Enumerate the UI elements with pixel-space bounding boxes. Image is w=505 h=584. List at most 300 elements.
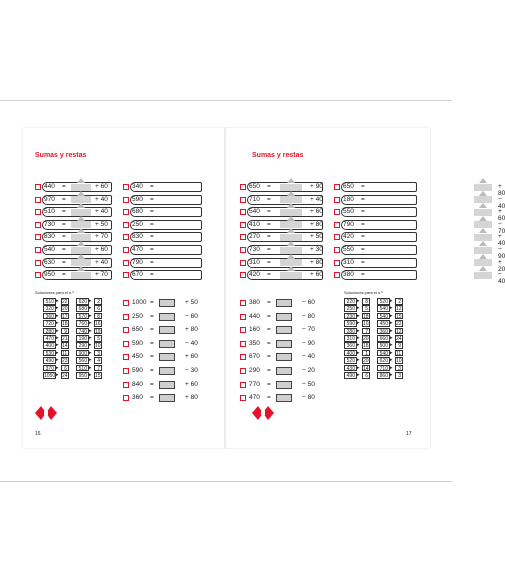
answer-blank[interactable] [474,247,492,254]
answer-box[interactable] [276,381,292,389]
answer-box[interactable] [276,394,292,402]
arrow-icon: ▸ [357,342,360,349]
solution-row [377,372,405,379]
arrow-icon: ▸ [89,357,92,364]
solution-value: 560 [76,357,89,364]
solution-row [377,305,405,312]
arrow-icon: ▸ [357,372,360,378]
operation: + 40 [95,258,108,266]
answer-blank[interactable] [474,221,492,228]
operand: 1000 [132,299,147,306]
equals-sign: = [150,353,154,361]
solution-row [76,313,104,320]
checkbox-icon[interactable] [123,247,129,253]
arrow-icon: ▸ [357,349,360,356]
arrow-icon: ▸ [56,357,59,364]
exercise-number: 19 [95,328,101,335]
checkbox-icon[interactable] [240,354,246,360]
equals-sign: = [62,246,66,253]
answer-box[interactable] [276,353,292,361]
operand: 730 [249,246,260,253]
checkbox-icon[interactable] [334,234,340,240]
exercise-row [240,393,324,403]
exercise-number: 18 [62,321,68,328]
operand: 440 [249,312,260,320]
answer-box[interactable] [159,394,175,402]
solution-value: 470 [43,335,56,342]
answer-blank[interactable] [280,234,302,241]
operation: + 70 [95,233,108,241]
operation: − 50 [302,380,315,388]
exercise-row [123,298,207,308]
blank-peak [287,266,295,271]
blank-peak [77,266,85,271]
exercise-row [240,245,326,255]
solution-value: 540 [377,305,390,312]
exercise-number: 4 [94,357,102,364]
operation: + 40 [310,195,323,203]
exercise-row [35,258,115,268]
solution-value: 280 [43,328,56,335]
answer-blank[interactable] [474,234,492,241]
checkbox-icon[interactable] [240,247,246,253]
solution-value: 510 [43,298,56,305]
right-page [226,128,505,448]
checkbox-icon[interactable] [35,197,41,203]
exercise-row [123,312,207,322]
solution-row [344,357,372,364]
solution-row [344,305,372,312]
operand: 710 [249,195,260,203]
checkbox-icon[interactable] [123,197,129,203]
checkbox-icon[interactable] [123,341,129,347]
exercise-number: 15 [396,313,402,320]
equals-sign: = [361,220,365,228]
arrow-icon: ▸ [390,327,393,334]
checkbox-icon[interactable] [35,272,41,278]
equals-sign: = [62,208,66,216]
operand: 440 [44,183,55,190]
checkbox-icon[interactable] [35,260,41,266]
blank-peak [77,178,85,183]
exercise-row [240,325,324,335]
checkbox-icon[interactable] [334,247,340,253]
solution-value: 220 [344,298,357,305]
operand: 470 [249,394,260,402]
checkbox-icon[interactable] [334,272,340,278]
operand: 790 [132,258,143,266]
operand: 340 [132,183,143,190]
blank-peak [77,216,85,221]
exercise-row [240,195,326,205]
solution-row [76,372,104,379]
solution-row [43,342,71,349]
checkbox-icon[interactable] [334,184,340,190]
operand: 590 [132,195,143,203]
exercise-row [240,380,324,390]
exercise-number: 15 [95,373,101,379]
exercise-row [240,312,324,322]
solution-value: 1050 [44,373,56,379]
answer-blank[interactable] [71,247,91,254]
answer-box[interactable] [159,367,175,375]
checkbox-icon[interactable] [35,222,41,228]
answer-box[interactable] [159,313,175,321]
arrow-icon: ▸ [56,372,59,378]
arrow-icon: ▸ [89,298,92,304]
operand: 420 [249,271,260,279]
exercise-number: 7 [94,365,102,372]
checkbox-icon[interactable] [240,395,246,401]
equals-sign: = [62,233,66,241]
checkbox-icon[interactable] [123,368,129,374]
answer-blank[interactable] [71,184,91,191]
operation: − 40 [498,271,505,286]
solution-row [377,342,405,349]
equals-sign: = [361,246,365,253]
solution-row [76,365,104,372]
checkbox-icon[interactable] [123,354,129,360]
exercise-row [123,380,207,390]
arrow-icon: ▸ [89,342,92,349]
checkbox-icon[interactable] [334,197,340,203]
checkbox-icon[interactable] [240,341,246,347]
operand: 270 [249,233,260,241]
solutions-label: Soluciones para el n.º [344,290,383,295]
operand: 350 [249,339,260,347]
operation: − 40 [302,353,315,361]
exercise-number: 16 [95,321,101,328]
checkbox-icon[interactable] [240,300,246,306]
equals-sign: = [150,233,154,241]
solution-value: 360 [344,342,357,349]
solution-row [377,320,405,327]
solution-row [344,342,372,349]
blank-peak [77,241,85,246]
arrow-icon: ▸ [390,372,393,378]
exercise-row [35,195,115,205]
exercise-row [240,298,324,308]
solution-row [43,320,71,327]
answer-blank[interactable] [280,259,302,266]
checkbox-icon[interactable] [240,222,246,228]
solution-value: 400 [344,350,357,357]
arrow-icon: ▸ [390,357,393,364]
equals-sign: = [267,271,271,279]
checkbox-icon[interactable] [123,382,129,388]
checkbox-icon[interactable] [240,314,246,320]
exercise-number: 22 [396,321,402,328]
checkbox-icon[interactable] [334,222,340,228]
exercise-row [240,352,324,362]
checkbox-icon[interactable] [334,260,340,266]
exercise-row [240,258,326,268]
checkbox-icon[interactable] [240,272,246,278]
answer-blank[interactable] [71,196,91,203]
equals-sign: = [361,195,365,203]
checkbox-icon[interactable] [123,260,129,266]
exercise-row [123,245,205,255]
equals-sign: = [150,271,154,279]
equals-sign: = [150,220,154,228]
solution-row [76,298,104,305]
equals-sign: = [361,233,365,241]
answer-blank[interactable] [474,259,492,266]
operand: 380 [249,299,260,306]
checkbox-icon[interactable] [123,184,129,190]
equals-sign: = [361,183,365,190]
equals-sign: = [150,208,154,216]
exercise-row [334,270,505,286]
checkbox-icon[interactable] [123,222,129,228]
operation: + 20 [498,258,505,273]
exercise-number: 18 [363,313,369,320]
exercise-row [240,182,326,192]
solution-row [377,335,405,342]
answer-blank[interactable] [71,259,91,266]
exercise-number: 2 [395,298,403,305]
arrow-icon: ▸ [390,320,393,327]
exercise-row [123,207,205,217]
solution-value: 510 [76,365,89,372]
operation: + 40 [498,233,505,248]
exercise-number: 10 [396,358,402,365]
exercise-number: 23 [62,358,68,365]
exercise-row [123,339,207,349]
solution-value: 500 [377,342,390,349]
exercise-row [240,366,324,376]
checkbox-icon[interactable] [240,382,246,388]
answer-box[interactable] [276,326,292,334]
answer-blank[interactable] [71,234,91,241]
blank-peak [287,254,295,259]
checkbox-icon[interactable] [240,184,246,190]
answer-box[interactable] [159,299,175,307]
solution-row [43,350,71,357]
solution-value: 620 [76,298,89,305]
solution-row [344,350,372,357]
operand: 250 [132,220,143,228]
solution-value: 250 [344,305,357,312]
equals-sign: = [62,195,66,203]
solution-row [377,350,405,357]
page-number: 17 [406,431,412,437]
operand: 540 [44,246,55,253]
exercise-number: 14 [363,365,369,372]
red-double-diamond-logo [252,404,274,422]
checkbox-icon[interactable] [35,247,41,253]
checkbox-icon[interactable] [123,327,129,333]
operation: − 80 [302,394,315,402]
operand: 180 [343,195,354,203]
solution-value: 430 [344,365,357,372]
blank-peak [479,203,487,208]
answer-blank[interactable] [280,247,302,254]
solution-row [76,305,104,312]
equals-sign: = [267,353,271,361]
operand: 380 [343,271,354,279]
checkbox-icon[interactable] [123,314,129,320]
answer-blank[interactable] [280,209,302,216]
page-number: 16 [35,431,41,437]
solution-value: 370 [43,365,56,372]
exercise-number: 6 [362,372,370,379]
checkbox-icon[interactable] [240,368,246,374]
answer-box[interactable] [276,340,292,348]
solution-row [43,357,71,364]
checkbox-icon[interactable] [35,184,41,190]
equals-sign: = [361,271,365,279]
exercise-row [240,232,326,242]
blank-peak [479,216,487,221]
checkbox-icon[interactable] [123,272,129,278]
solution-value: 760 [76,320,89,327]
arrow-icon: ▸ [56,298,59,304]
solution-row [344,372,372,379]
exercise-number: 6 [94,305,102,312]
solution-value: 520 [344,357,357,364]
arrow-icon: ▸ [357,298,360,304]
exercise-number: 8 [94,313,102,320]
checkbox-icon[interactable] [123,300,129,306]
answer-blank[interactable] [474,209,492,216]
operand: 470 [132,246,143,253]
arrow-icon: ▸ [390,312,393,319]
solution-value: 360 [377,328,390,335]
checkbox-icon[interactable] [123,209,129,215]
arrow-icon: ▸ [390,298,393,304]
equals-sign: = [62,183,66,190]
operation: − 30 [185,367,198,374]
equals-sign: = [267,195,271,203]
equals-sign: = [267,367,271,374]
operation: + 80 [185,394,198,402]
answer-box[interactable] [276,299,292,307]
checkbox-icon[interactable] [334,209,340,215]
solution-value: 680 [76,305,89,312]
answer-blank[interactable] [280,272,302,279]
answer-box[interactable] [159,326,175,334]
solution-value: 860 [377,372,390,379]
operation: − 40 [498,195,505,210]
answer-blank[interactable] [474,196,492,203]
answer-blank[interactable] [71,209,91,216]
exercise-number: 10 [95,343,101,350]
operand: 250 [132,312,143,320]
exercise-number: 18 [363,343,369,350]
arrow-icon: ▸ [357,327,360,334]
solution-row [76,342,104,349]
answer-box[interactable] [159,340,175,348]
checkbox-icon[interactable] [240,260,246,266]
operand: 290 [249,367,260,374]
equals-sign: = [150,299,154,306]
checkbox-icon[interactable] [123,395,129,401]
blank-peak [287,178,295,183]
left-page [23,128,227,448]
solution-row [377,313,405,320]
answer-blank[interactable] [280,184,302,191]
blank-peak [479,228,487,233]
exercise-number: 24 [396,336,402,342]
exercise-number: 3 [94,350,102,357]
solution-row [344,335,372,342]
blank-peak [479,241,487,246]
solution-value: 520 [377,298,390,305]
blank-peak [479,266,487,271]
operation: − 90 [498,246,505,260]
solution-value: 400 [43,342,56,349]
exercise-row [123,195,205,205]
answer-box[interactable] [276,367,292,375]
answer-blank[interactable] [474,272,492,279]
checkbox-icon[interactable] [35,234,41,240]
checkbox-icon[interactable] [240,209,246,215]
solution-value: 590 [344,320,357,327]
solution-row [377,328,405,335]
solution-row [76,350,104,357]
solution-value: 620 [377,357,390,364]
exercise-row [334,195,505,210]
equals-sign: = [267,233,271,241]
solution-value: 290 [76,342,89,349]
arrow-icon: ▸ [89,320,92,327]
checkbox-icon[interactable] [123,234,129,240]
checkbox-icon[interactable] [240,327,246,333]
blank-peak [287,241,295,246]
exercise-row [123,258,205,268]
operand: 790 [343,220,354,228]
blank-peak [287,203,295,208]
answer-blank[interactable] [280,221,302,228]
exercise-number: 14 [62,343,68,350]
operand: 540 [249,208,260,216]
answer-box[interactable] [159,353,175,361]
operand: 550 [343,208,354,216]
answer-box[interactable] [159,381,175,389]
checkbox-icon[interactable] [240,234,246,240]
answer-blank[interactable] [280,196,302,203]
solution-row [344,328,372,335]
solution-value: 490 [43,357,56,364]
equals-sign: = [267,220,271,228]
exercise-row [35,232,115,242]
solution-row [377,365,405,372]
solution-value: 450 [377,320,390,327]
answer-blank[interactable] [71,272,91,279]
equals-sign: = [150,394,154,402]
operation: + 60 [498,208,505,223]
answer-blank[interactable] [71,221,91,228]
answer-box[interactable] [276,313,292,321]
checkbox-icon[interactable] [240,197,246,203]
operand: 630 [44,258,55,266]
equals-sign: = [267,246,271,253]
solutions-label: Soluciones para el n.º [35,290,74,295]
checkbox-icon[interactable] [35,209,41,215]
arrow-icon: ▸ [89,372,92,378]
exercise-number: 3 [395,365,403,372]
equals-sign: = [150,246,154,253]
exercise-number: 8 [362,298,370,305]
operand: 770 [249,380,260,388]
operation: + 80 [185,326,198,334]
answer-blank[interactable] [474,184,492,191]
arrow-icon: ▸ [56,320,59,327]
operation: + 30 [310,246,323,253]
blank-peak [287,216,295,221]
page-title: Sumas y restas [35,152,87,159]
